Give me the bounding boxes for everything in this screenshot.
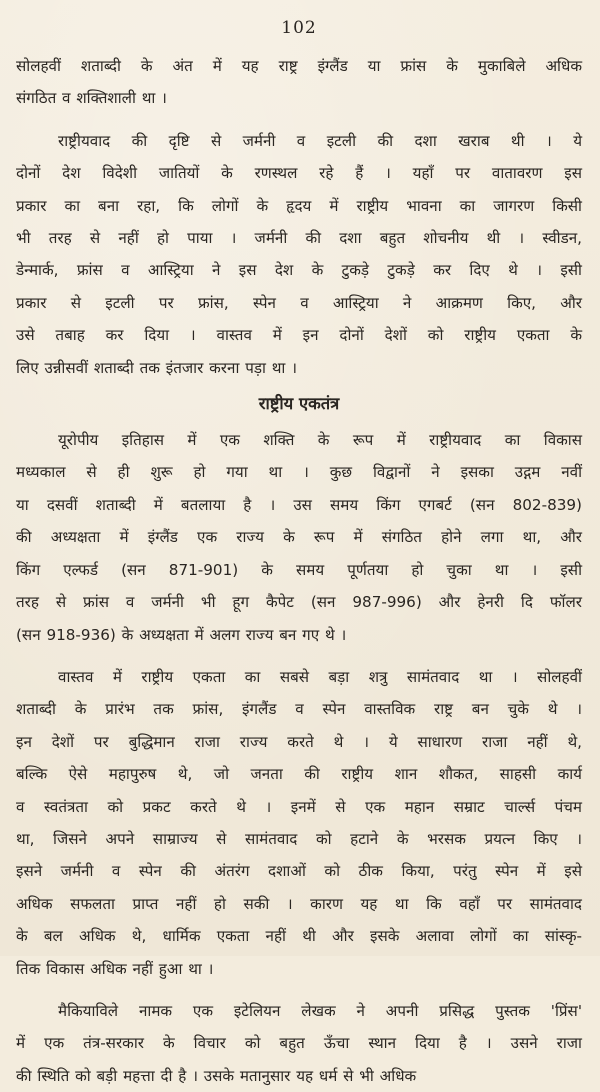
text-line: था, जिसने अपने साम्राज्य से सामंतवाद को हटाने के भरसक प्रयत्न किए ।	[16, 829, 582, 848]
text-line: तरह से फ्रांस व जर्मनी भी हूग कैपेट (सन 987-996) और हेनरी दि फॉलर	[16, 593, 582, 612]
text-line: व स्वतंत्रता को प्रकट करते थे । इनमें से एक महान सम्राट चार्ल्स पंचम	[16, 797, 582, 816]
text-line: प्रकार का बना रहा, कि लोगों के हृदय में राष्ट्रीय भावना का जागरण किसी	[16, 196, 582, 215]
text-line: प्रकार से इटली पर फ्रांस, स्पेन व आस्ट्रिया ने आक्रमण किए, और	[16, 293, 582, 312]
text-line: मैकियाविले नामक एक इटेलियन लेखक ने अपनी प्रसिद्ध पुस्तक 'प्रिंस'	[58, 1001, 582, 1020]
text-line: राष्ट्रीयवाद की दृष्टि से जर्मनी व इटली की दशा खराब थी । ये	[58, 131, 582, 150]
paragraph-gap	[16, 115, 582, 125]
paragraph-p1	[16, 50, 582, 115]
paragraph-p2	[16, 125, 582, 384]
text-line: के बल अधिक थे, धार्मिक एकता नहीं थी और इसके अलावा लोगों का सांस्कृ-	[16, 927, 582, 946]
paragraph-p5	[16, 995, 582, 1092]
text-line: यूरोपीय इतिहास में एक शक्ति के रूप में राष्ट्रीयवाद का विकास	[58, 431, 582, 450]
paragraph-p4	[16, 661, 582, 985]
paragraph-gap	[16, 651, 582, 661]
text-line: किंग एल्फर्ड (सन 871-901) के समय पूर्णतया हो चुका था । इसी	[16, 560, 582, 579]
text-line: इसने जर्मनी व स्पेन की अंतरंग दशाओं को ठीक किया, परंतु स्पेन में इसे	[16, 862, 582, 881]
text-after-heading	[16, 424, 582, 1092]
text-line: बल्कि ऐसे महापुरुष थे, जो जनता की राष्ट्रीय शान शौकत, साहसी कार्य	[16, 765, 582, 784]
text-line: लिए उन्नीसवीं शताब्दी तक इंतजार करना पड़ा था ।	[16, 358, 297, 377]
page-number: 102	[281, 18, 317, 38]
text-line: अधिक सफलता प्राप्त नहीं हो सकी । कारण यह था कि वहाँ पर सामंतवाद	[16, 894, 582, 913]
text-line: मध्यकाल से ही शुरू हो गया था । कुछ विद्वानों ने इसका उद्गम नवीं	[16, 463, 582, 482]
text-line: तिक विकास अधिक नहीं हुआ था ।	[16, 959, 214, 978]
text-line: की अध्यक्षता में इंग्लैंड एक राज्य के रूप में संगठित होने लगा था, और	[16, 528, 582, 547]
paragraph-p3	[16, 424, 582, 651]
text-line: की स्थिति को बड़ी महत्ता दी है । उसके मतानुसार यह धर्म से भी अधिक	[16, 1066, 417, 1085]
section-heading: राष्ट्रीय एकतंत्र	[258, 394, 340, 414]
text-line: इन देशों पर बुद्धिमान राजा राज्य करते थे । ये साधारण राजा नहीं थे,	[16, 732, 582, 751]
text-before-heading	[16, 50, 582, 384]
text-line: संगठित व शक्तिशाली था ।	[16, 89, 167, 108]
paragraph-gap	[16, 985, 582, 995]
text-line: में एक तंत्र-सरकार के विचार को बहुत ऊँचा स्थान दिया है । उसने राजा	[16, 1034, 582, 1053]
text-line: या दसवीं शताब्दी में बतलाया है । उस समय किंग एगबर्ट (सन 802-839)	[16, 495, 582, 514]
text-line: उसे तबाह कर दिया । वास्तव में इन दोनों देशों को राष्ट्रीय एकता के	[16, 326, 582, 345]
text-line: डेन्मार्क, फ्रांस व आस्ट्रिया ने इस देश के टुकड़े टुकड़े कर दिए थे । इसी	[16, 261, 582, 280]
text-line: दोनों देश विदेशी जातियों के रणस्थल रहे हैं । यहाँ पर वातावरण इस	[16, 164, 582, 183]
text-line: (सन 918-936) के अध्यक्षता में अलग राज्य बन गए थे ।	[16, 625, 347, 644]
text-line: सोलहवीं शताब्दी के अंत में यह राष्ट्र इंग्लैंड या फ्रांस के मुकाबिले अधिक	[16, 57, 582, 75]
text-line: शताब्दी के प्रारंभ तक फ्रांस, इंगलैंड व स्पेन वास्तविक राष्ट्र बन चुके थे ।	[16, 700, 582, 719]
text-line: भी तरह से नहीं हो पाया । जर्मनी की दशा बहुत शोचनीय थी । स्वीडन,	[16, 229, 582, 248]
text-line: वास्तव में राष्ट्रीय एकता का सबसे बड़ा शत्रु सामंतवाद था । सोलहवीं	[58, 667, 582, 686]
